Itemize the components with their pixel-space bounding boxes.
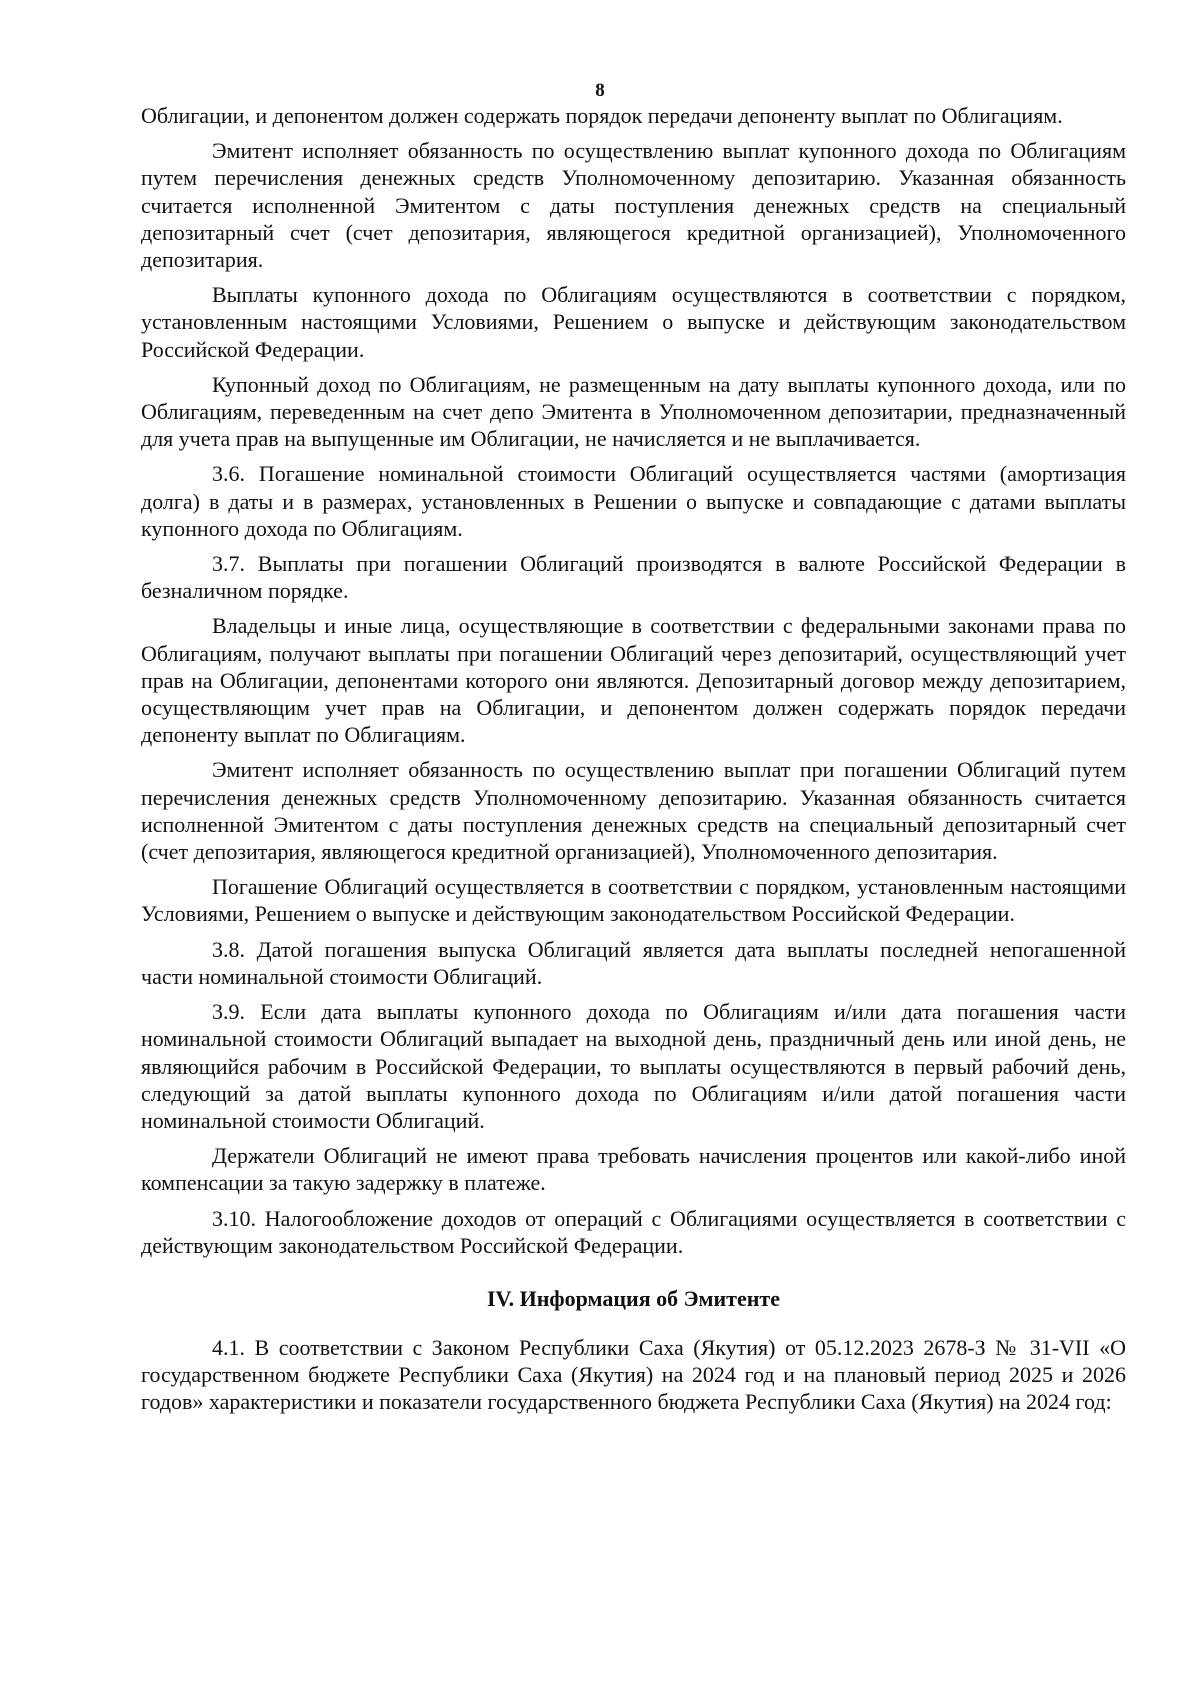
page-number: 8	[595, 80, 605, 101]
paragraph-clause-4-1: 4.1. В соответствии с Законом Республики Саха (Якутия) от 05.12.2023 2678-З № 31-VII «О государственном бюджете Республики Саха (Якутия) на 2024 год и на плановый период 2025 и 2026 годов» характеристики и показатели государственного бюджета Республики Саха (Якутия) на 2024 год:	[141, 1334, 1126, 1415]
paragraph: Владельцы и иные лица, осуществляющие в соответствии с федеральными законами права по Облигациям, получают выплаты при погашении Облигаций через депозитарий, осуществляющий учет прав на Облигации, депонентами которого они являются. Депозитарный договор между депозитарием, осуществляющим учет прав на Облигации, и депонентом должен содержать порядок передачи депоненту выплат по Облигациям.	[141, 613, 1126, 748]
paragraph-continuation: Облигации, и депонентом должен содержать порядок передачи депоненту выплат по Облигациям.	[141, 103, 1063, 128]
paragraph: Выплаты купонного дохода по Облигациям осуществляются в соответствии с порядком, установленным настоящими Условиями, Решением о выпуске и действующим законодательством Российской Федерации.	[141, 282, 1126, 362]
paragraph-clause-3-9: 3.9. Если дата выплаты купонного дохода по Облигациям и/или дата погашения части номинальной стоимости Облигаций выпадает на выходной день, праздничный день или иной день, не являющийся рабочим в Российской Федерации, то выплаты осуществляются в первый рабочий день, следующий за датой выплаты купонного дохода по Облигациям и/или датой погашения части номинальной стоимости Облигаций.	[141, 999, 1126, 1133]
paragraph: Эмитент исполняет обязанность по осуществлению выплат при погашении Облигаций путем перечисления денежных средств Уполномоченному депозитарию. Указанная обязанность считается исполненной Эмитентом с даты поступления денежных средств на специальный депозитарный счет (счет депозитария, являющегося кредитной организацией), Уполномоченного депозитария.	[141, 757, 1126, 865]
document-body	[141, 102, 1126, 1424]
paragraph: Эмитент исполняет обязанность по осуществлению выплат купонного дохода по Облигациям путем перечисления денежных средств Уполномоченному депозитарию. Указанная обязанность считается исполненной Эмитентом с даты поступления денежных средств на специальный депозитарный счет (счет депозитария, являющегося кредитной организацией), Уполномоченного депозитария.	[141, 138, 1126, 273]
paragraph-clause-3-7: 3.7. Выплаты при погашении Облигаций производятся в валюте Российской Федерации в безналичном порядке.	[141, 551, 1126, 604]
paragraph: Купонный доход по Облигациям, не размещенным на дату выплаты купонного дохода, или по Облигациям, переведенным на счет депо Эмитента в Уполномоченном депозитарии, предназначенный для учета прав на выпущенные им Облигации, не начисляется и не выплачивается.	[141, 371, 1126, 452]
paragraph-clause-3-10: 3.10. Налогообложение доходов от операций с Облигациями осуществляется в соответствии с действующим законодательством Российской Федерации.	[141, 1205, 1126, 1258]
section-heading: IV. Информация об Эмитенте	[486, 1285, 780, 1311]
paragraph-clause-3-8: 3.8. Датой погашения выпуска Облигаций является дата выплаты последней непогашенной части номинальной стоимости Облигаций.	[141, 936, 1126, 989]
paragraph-clause-3-6: 3.6. Погашение номинальной стоимости Облигаций осуществляется частями (амортизация долга) в даты и в размерах, установленных в Решении о выпуске и совпадающие с датами выплаты купонного дохода по Облигациям.	[141, 461, 1126, 541]
paragraph: Держатели Облигаций не имеют права требовать начисления процентов или какой-либо иной компенсации за такую задержку в платеже.	[141, 1143, 1126, 1196]
paragraph: Погашение Облигаций осуществляется в соответствии с порядком, установленным настоящими Условиями, Решением о выпуске и действующим законодательством Российской Федерации.	[141, 874, 1126, 927]
